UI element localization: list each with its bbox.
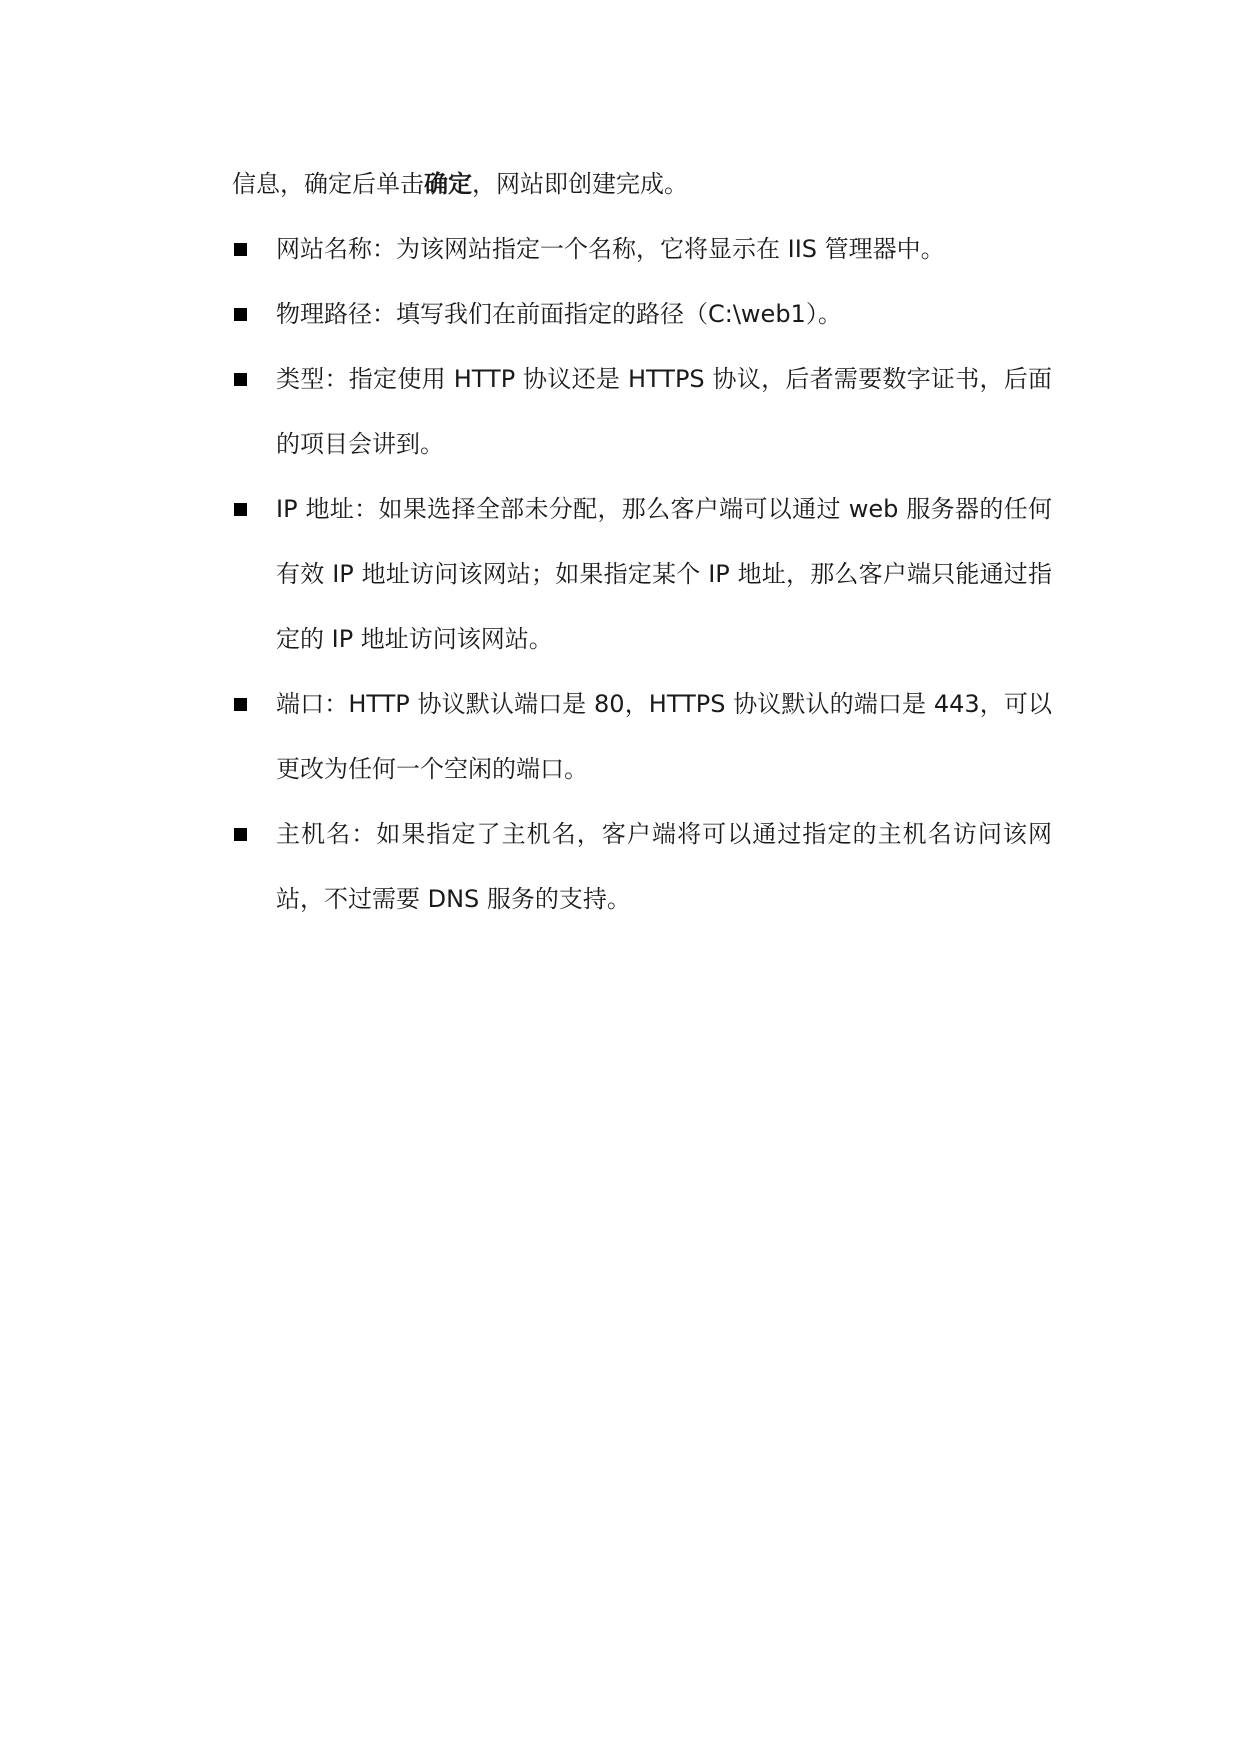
list-item-text: 物理路径：填写我们在前面指定的路径（C:\web1）。 bbox=[276, 300, 842, 328]
list-item bbox=[232, 672, 1052, 802]
square-bullet-icon bbox=[234, 698, 247, 711]
intro-suffix: ，网站即创建完成。 bbox=[472, 170, 688, 198]
list-item bbox=[232, 477, 1052, 672]
list-item-text: IP 地址：如果选择全部未分配，那么客户端可以通过 web 服务器的任何有效 IP 地址访问该网站；如果指定某个 IP 地址，那么客户端只能通过指定的 IP 地址访问该网站。 bbox=[276, 495, 1052, 653]
list-item-text: 主机名：如果指定了主机名，客户端将可以通过指定的主机名访问该网站，不过需要 DNS 服务的支持。 bbox=[276, 820, 1052, 913]
list-item bbox=[232, 282, 1052, 347]
square-bullet-icon bbox=[234, 373, 247, 386]
square-bullet-icon bbox=[234, 308, 247, 321]
list-item-text: 类型：指定使用 HTTP 协议还是 HTTPS 协议，后者需要数字证书，后面的项目会讲到。 bbox=[276, 365, 1052, 458]
intro-emphasis: 确定 bbox=[424, 170, 472, 198]
list-item bbox=[232, 347, 1052, 477]
bullet-list bbox=[232, 217, 1052, 932]
square-bullet-icon bbox=[234, 828, 247, 841]
list-item bbox=[232, 217, 1052, 282]
list-item bbox=[232, 802, 1052, 932]
square-bullet-icon bbox=[234, 243, 247, 256]
square-bullet-icon bbox=[234, 503, 247, 516]
list-item-text: 端口：HTTP 协议默认端口是 80，HTTPS 协议默认的端口是 443，可以更改为任何一个空闲的端口。 bbox=[276, 690, 1052, 783]
intro-prefix: 信息，确定后单击 bbox=[232, 170, 424, 198]
intro-paragraph bbox=[232, 152, 1052, 217]
list-item-text: 网站名称：为该网站指定一个名称，它将显示在 IIS 管理器中。 bbox=[276, 235, 945, 263]
document-body bbox=[232, 152, 1052, 932]
